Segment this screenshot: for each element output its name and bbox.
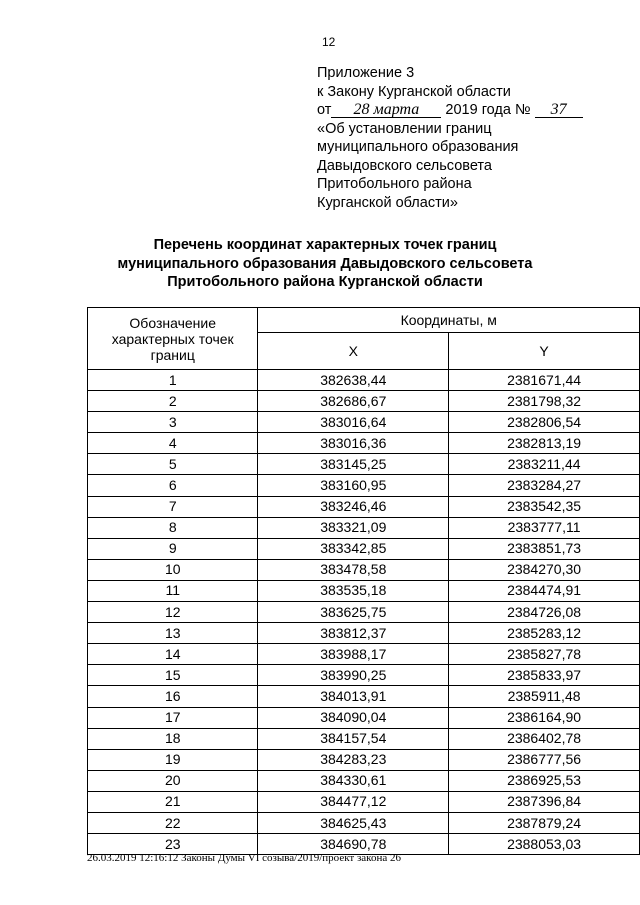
appendix-law-name-line5: Курганской области» [317, 194, 458, 211]
appendix-law-name-line3: Давыдовского сельсовета [317, 157, 492, 174]
coordinate-y: 2384474,91 [449, 580, 640, 601]
appendix-date-line [317, 101, 583, 120]
table-row [88, 433, 640, 454]
point-number: 1 [88, 370, 258, 391]
header-point-label: Обозначение характерных точек границ [88, 308, 258, 370]
table-row [88, 812, 640, 833]
table-row [88, 770, 640, 791]
coordinate-y: 2382813,19 [449, 433, 640, 454]
appendix-law-name-line2: муниципального образования [317, 139, 519, 155]
appendix-law-ref: к Закону Курганской области [317, 83, 511, 100]
appendix-title: Приложение 3 [317, 65, 415, 81]
table-row [88, 559, 640, 580]
coordinate-x: 383478,58 [258, 559, 449, 580]
coordinate-x: 384157,54 [258, 728, 449, 749]
table-row [88, 644, 640, 665]
point-number: 3 [88, 412, 258, 433]
coordinate-x: 384090,04 [258, 707, 449, 728]
coordinate-x: 384690,78 [258, 834, 449, 855]
handwritten-date: 28 марта [331, 102, 441, 118]
coordinate-y: 2386925,53 [449, 770, 640, 791]
coordinate-x: 383016,64 [258, 412, 449, 433]
point-number: 19 [88, 749, 258, 770]
point-number: 22 [88, 812, 258, 833]
table-row [88, 454, 640, 475]
appendix-law-name-line4: Притобольного района [317, 176, 472, 192]
coordinate-y: 2386777,56 [449, 749, 640, 770]
point-number: 8 [88, 517, 258, 538]
coordinates-table [87, 307, 640, 855]
coordinate-x: 384330,61 [258, 770, 449, 791]
point-number: 5 [88, 454, 258, 475]
table-row [88, 580, 640, 601]
coordinate-y: 2381798,32 [449, 391, 640, 412]
coordinate-x: 383535,18 [258, 580, 449, 601]
point-number: 21 [88, 791, 258, 812]
coordinate-x: 383145,25 [258, 454, 449, 475]
point-number: 16 [88, 686, 258, 707]
point-number: 12 [88, 602, 258, 623]
point-number: 10 [88, 559, 258, 580]
date-prefix: от [317, 102, 332, 118]
coordinate-x: 384625,43 [258, 812, 449, 833]
coordinate-x: 382638,44 [258, 370, 449, 391]
coordinate-x: 383812,37 [258, 623, 449, 644]
coordinate-y: 2383284,27 [449, 475, 640, 496]
date-suffix: 2019 года № [445, 102, 531, 118]
appendix-block [317, 64, 583, 212]
coordinates-table-body [88, 370, 640, 855]
table-row [88, 602, 640, 623]
point-number: 14 [88, 644, 258, 665]
coordinate-x: 383160,95 [258, 475, 449, 496]
point-number: 11 [88, 580, 258, 601]
coordinate-x: 382686,67 [258, 391, 449, 412]
point-number: 20 [88, 770, 258, 791]
point-number: 13 [88, 623, 258, 644]
coordinate-y: 2385911,48 [449, 686, 640, 707]
table-row [88, 517, 640, 538]
table-row [88, 538, 640, 559]
table-row [88, 728, 640, 749]
point-number: 23 [88, 834, 258, 855]
coordinate-y: 2384270,30 [449, 559, 640, 580]
coordinate-x: 383246,46 [258, 496, 449, 517]
table-row [88, 686, 640, 707]
coordinate-x: 384477,12 [258, 791, 449, 812]
header-y: Y [449, 333, 640, 370]
point-number: 9 [88, 538, 258, 559]
coordinate-y: 2388053,03 [449, 834, 640, 855]
coordinate-y: 2383851,73 [449, 538, 640, 559]
coordinate-x: 383321,09 [258, 517, 449, 538]
coordinate-y: 2385833,97 [449, 665, 640, 686]
coordinate-y: 2386402,78 [449, 728, 640, 749]
coordinate-x: 383988,17 [258, 644, 449, 665]
appendix-law-name-line1: «Об установлении границ [317, 120, 492, 137]
handwritten-law-number: 37 [535, 102, 583, 118]
coordinate-y: 2385283,12 [449, 623, 640, 644]
header-coordinates: Координаты, м [258, 308, 640, 333]
point-number: 2 [88, 391, 258, 412]
point-number: 6 [88, 475, 258, 496]
table-row [88, 391, 640, 412]
table-row [88, 475, 640, 496]
table-row [88, 791, 640, 812]
coordinate-x: 384013,91 [258, 686, 449, 707]
point-number: 18 [88, 728, 258, 749]
table-row [88, 496, 640, 517]
page-number: 12 [322, 35, 336, 49]
coordinate-y: 2386164,90 [449, 707, 640, 728]
coordinate-y: 2387879,24 [449, 812, 640, 833]
coordinate-y: 2385827,78 [449, 644, 640, 665]
title-line2: муниципального образования Давыдовского сельсовета [117, 255, 533, 272]
coordinate-y: 2383777,11 [449, 517, 640, 538]
document-title [60, 236, 590, 292]
point-number: 7 [88, 496, 258, 517]
coordinate-y: 2381671,44 [449, 370, 640, 391]
point-number: 15 [88, 665, 258, 686]
table-row [88, 749, 640, 770]
coordinate-y: 2383542,35 [449, 496, 640, 517]
coordinate-y: 2384726,08 [449, 602, 640, 623]
coordinate-y: 2382806,54 [449, 412, 640, 433]
table-row [88, 412, 640, 433]
coordinate-y: 2387396,84 [449, 791, 640, 812]
header-x: X [258, 333, 449, 370]
coordinate-x: 383016,36 [258, 433, 449, 454]
table-row [88, 370, 640, 391]
point-number: 17 [88, 707, 258, 728]
footer-filepath: 26.03.2019 12:16:12 Законы Думы VI созыва/2019/проект закона 26 [87, 852, 401, 864]
coordinate-x: 383342,85 [258, 538, 449, 559]
point-number: 4 [88, 433, 258, 454]
table-row [88, 665, 640, 686]
coordinate-x: 383625,75 [258, 602, 449, 623]
title-line3: Притобольного района Курганской области [167, 274, 483, 290]
table-row [88, 707, 640, 728]
title-line1: Перечень координат характерных точек границ [153, 237, 497, 253]
table-row [88, 623, 640, 644]
coordinate-x: 384283,23 [258, 749, 449, 770]
coordinate-x: 383990,25 [258, 665, 449, 686]
coordinate-y: 2383211,44 [449, 454, 640, 475]
